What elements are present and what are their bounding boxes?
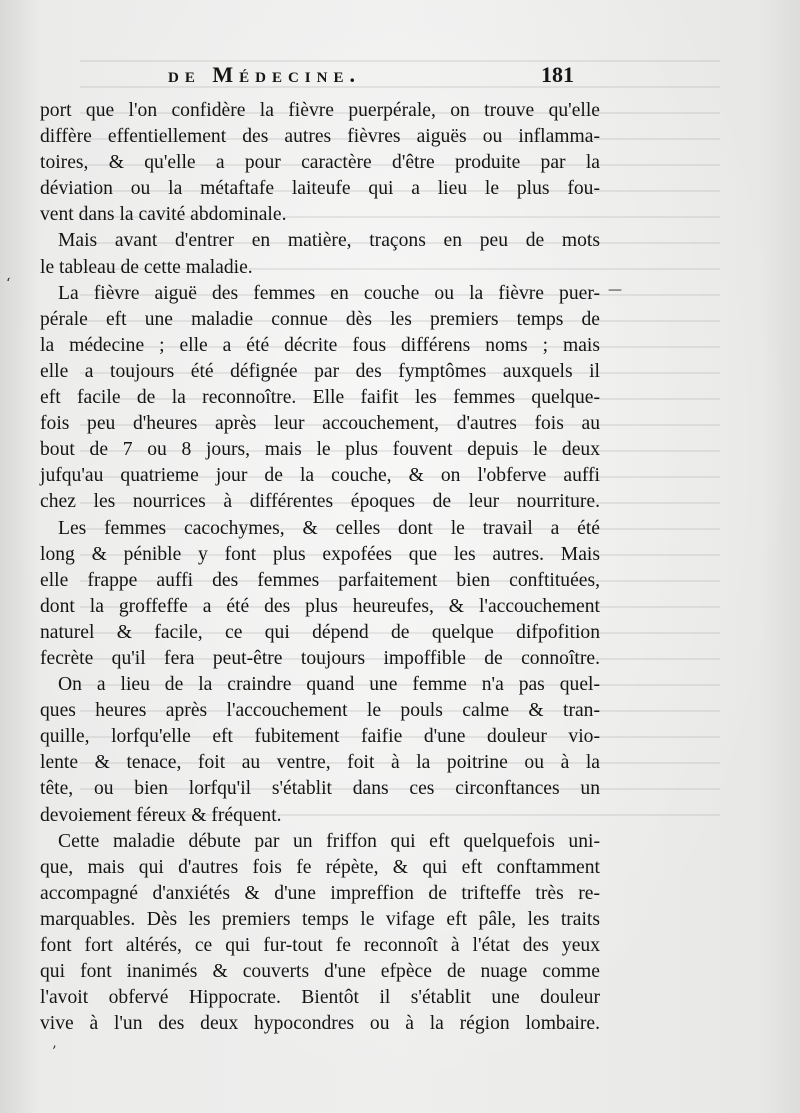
margin-mark: —	[608, 282, 622, 298]
text-line: marquables. Dès les premiers temps le vifage eft pâle, les traits	[40, 908, 600, 930]
running-title: de Médecine.	[168, 62, 361, 87]
text-line: elle a toujours été défignée par des fymptômes auxquels il	[40, 360, 600, 382]
text-line: tête, ou bien lorfqu'il s'établit dans ces circonftances un	[40, 778, 600, 800]
text-line: devoiement féreux & fréquent.	[40, 804, 282, 826]
text-line: naturel & facile, ce qui dépend de quelque difpofition	[40, 621, 600, 643]
text-line: que, mais qui d'autres fois fe répète, & qui eft conftamment	[40, 856, 600, 878]
text-line: accompagné d'anxiétés & d'une impreffion de trifteffe très re-	[40, 882, 600, 904]
page-header	[0, 62, 800, 92]
text-line: On a lieu de la craindre quand une femme n'a pas quel-	[58, 674, 600, 696]
text-line: long & pénible y font plus expofées que les autres. Mais	[40, 543, 600, 565]
margin-mark: ‘	[6, 276, 11, 292]
text-line: quille, lorfqu'elle eft fubitement faifie d'une douleur vio-	[40, 726, 600, 748]
text-line: lente & tenace, foit au ventre, foit à la poitrine ou à la	[40, 752, 600, 774]
text-line: elle frappe auffi des femmes parfaitement bien conftituées,	[40, 569, 600, 591]
text-line: Mais avant d'entrer en matière, traçons en peu de mots	[58, 230, 600, 252]
text-line: eft facile de la reconnoître. Elle faifit les femmes quelque-	[40, 387, 600, 409]
text-line: port que l'on confidère la fièvre puerpérale, on trouve qu'elle	[40, 100, 600, 121]
text-line: toires, & qu'elle a pour caractère d'être produite par la	[40, 152, 600, 174]
text-line: font fort altérés, ce qui fur-tout fe reconnoît à l'état des yeux	[40, 935, 600, 956]
body-text	[40, 98, 600, 1037]
text-line: chez les nourrices à différentes époques de leur nourriture.	[40, 491, 600, 513]
text-line: qui font inanimés & couverts d'une efpèce de nuage comme	[40, 961, 600, 983]
text-line: fecrète qu'il fera peut-être toujours impoffible de connoître.	[40, 647, 600, 669]
text-line: Les femmes cacochymes, & celles dont le travail a été	[58, 517, 600, 539]
text-line: la médecine ; elle a été décrite fous différens noms ; mais	[40, 334, 600, 356]
text-line: dont la groffeffe a été des plus heureufes, & l'accouchement	[40, 595, 600, 617]
text-line: l'avoit obfervé Hippocrate. Bientôt il s'établit une douleur	[40, 987, 600, 1009]
text-line: Cette maladie débute par un friffon qui eft quelquefois uni-	[58, 830, 600, 852]
text-line: déviation ou la métaftafe laiteufe qui a lieu le plus fou-	[40, 178, 600, 200]
text-line: vive à l'un des deux hypocondres ou à la région lombaire.	[40, 1013, 600, 1035]
text-line: diffère effentiellement des autres fièvres aiguës ou inflamma-	[40, 126, 600, 148]
text-line: ques heures après l'accouchement le pouls calme & tran-	[40, 700, 600, 722]
text-line: fois peu d'heures après leur accouchement, d'autres fois au	[40, 413, 600, 435]
text-line: vent dans la cavité abdominale.	[40, 204, 287, 226]
text-line: La fièvre aiguë des femmes en couche ou la fièvre puer-	[58, 282, 600, 304]
text-line: pérale eft une maladie connue dès les premiers temps de	[40, 308, 600, 330]
text-line: bout de 7 ou 8 jours, mais le plus fouvent depuis le deux	[40, 439, 600, 461]
text-line: jufqu'au quatrieme jour de la couche, & on l'obferve auffi	[40, 465, 600, 487]
text-line: le tableau de cette maladie.	[40, 256, 253, 278]
margin-mark: ’	[52, 1044, 57, 1060]
page-number: 181	[541, 62, 574, 87]
